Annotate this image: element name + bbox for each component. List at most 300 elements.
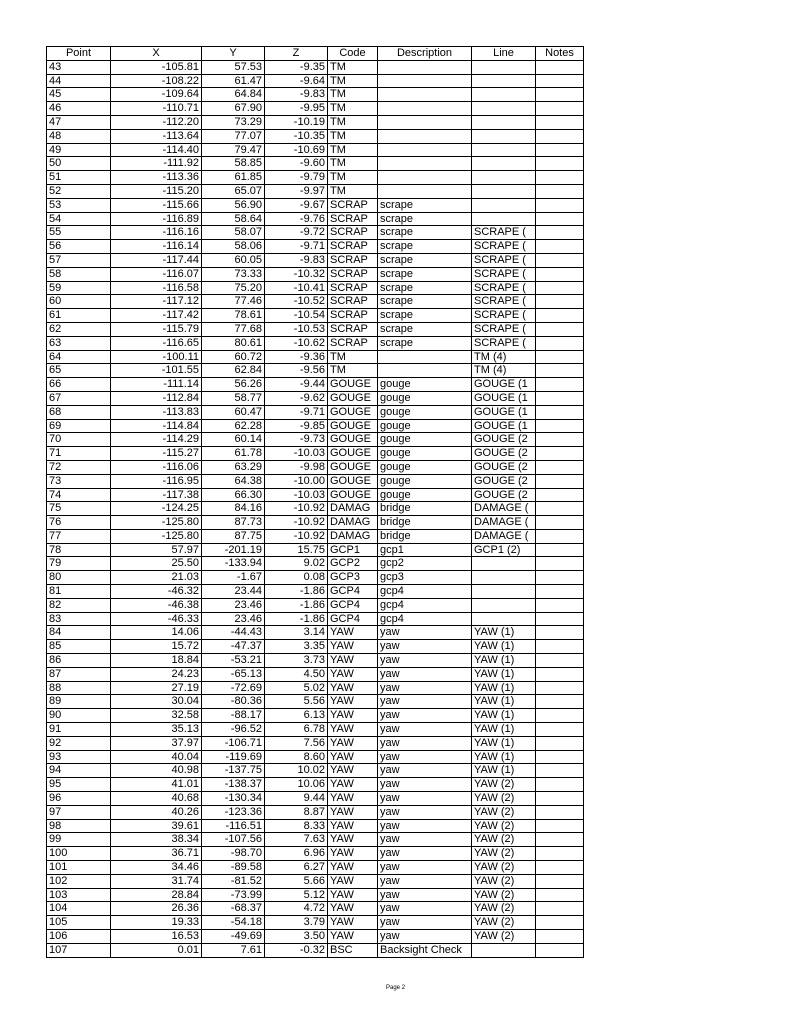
cell-description: gcp4 (378, 585, 472, 599)
cell-x: 0.01 (111, 943, 202, 957)
cell-point: 90 (47, 709, 111, 723)
cell-code: YAW (328, 861, 378, 875)
cell-line: YAW (2) (472, 805, 536, 819)
cell-point: 75 (47, 502, 111, 516)
cell-y: 64.38 (202, 474, 265, 488)
cell-notes (536, 364, 584, 378)
cell-y: 61.78 (202, 447, 265, 461)
table-row (47, 488, 584, 502)
cell-line: YAW (2) (472, 861, 536, 875)
cell-notes (536, 640, 584, 654)
cell-line (472, 129, 536, 143)
cell-z: -10.32 (265, 267, 328, 281)
cell-line: YAW (1) (472, 654, 536, 668)
cell-z: -0.32 (265, 943, 328, 957)
cell-y: -53.21 (202, 654, 265, 668)
cell-notes (536, 667, 584, 681)
cell-code: YAW (328, 681, 378, 695)
cell-z: 3.73 (265, 654, 328, 668)
cell-x: 40.04 (111, 750, 202, 764)
table-row (47, 295, 584, 309)
table-row (47, 184, 584, 198)
cell-notes (536, 819, 584, 833)
cell-z: -10.92 (265, 502, 328, 516)
cell-line: YAW (1) (472, 695, 536, 709)
table-row (47, 516, 584, 530)
cell-line (472, 171, 536, 185)
cell-x: 21.03 (111, 571, 202, 585)
cell-x: -116.16 (111, 226, 202, 240)
cell-code: SCRAP (328, 253, 378, 267)
cell-description: gouge (378, 474, 472, 488)
cell-y: 65.07 (202, 184, 265, 198)
cell-point: 78 (47, 543, 111, 557)
cell-z: -10.00 (265, 474, 328, 488)
table-row (47, 129, 584, 143)
table-row (47, 267, 584, 281)
cell-x: 35.13 (111, 723, 202, 737)
cell-y: -81.52 (202, 874, 265, 888)
cell-point: 82 (47, 598, 111, 612)
cell-code: TM (328, 102, 378, 116)
table-row (47, 336, 584, 350)
cell-line: YAW (2) (472, 833, 536, 847)
cell-description: yaw (378, 861, 472, 875)
table-row (47, 143, 584, 157)
cell-x: -116.14 (111, 240, 202, 254)
cell-y: -80.36 (202, 695, 265, 709)
cell-notes (536, 460, 584, 474)
cell-z: 15.75 (265, 543, 328, 557)
cell-notes (536, 557, 584, 571)
cell-x: 28.84 (111, 888, 202, 902)
cell-code: SCRAP (328, 198, 378, 212)
cell-code: GOUGE (328, 488, 378, 502)
cell-z: 5.02 (265, 681, 328, 695)
cell-notes (536, 198, 584, 212)
cell-z: -10.35 (265, 129, 328, 143)
cell-code: TM (328, 129, 378, 143)
cell-code: YAW (328, 654, 378, 668)
cell-point: 85 (47, 640, 111, 654)
cell-notes (536, 874, 584, 888)
table-row (47, 391, 584, 405)
cell-notes (536, 378, 584, 392)
cell-notes (536, 350, 584, 364)
cell-z: 3.79 (265, 916, 328, 930)
cell-notes (536, 888, 584, 902)
cell-y: -89.58 (202, 861, 265, 875)
cell-notes (536, 930, 584, 944)
cell-z: -9.83 (265, 88, 328, 102)
cell-y: -123.36 (202, 805, 265, 819)
table-row (47, 115, 584, 129)
cell-description (378, 88, 472, 102)
table-row (47, 281, 584, 295)
cell-code: YAW (328, 792, 378, 806)
cell-y: 61.85 (202, 171, 265, 185)
cell-line (472, 212, 536, 226)
cell-z: 5.56 (265, 695, 328, 709)
table-row (47, 585, 584, 599)
cell-y: -72.69 (202, 681, 265, 695)
cell-point: 49 (47, 143, 111, 157)
cell-notes (536, 419, 584, 433)
cell-line: GOUGE (2 (472, 460, 536, 474)
cell-y: -138.37 (202, 778, 265, 792)
cell-y: -47.37 (202, 640, 265, 654)
cell-x: -116.95 (111, 474, 202, 488)
cell-notes (536, 792, 584, 806)
table-row (47, 833, 584, 847)
table-row (47, 364, 584, 378)
cell-point: 94 (47, 764, 111, 778)
cell-notes (536, 861, 584, 875)
cell-y: -130.34 (202, 792, 265, 806)
cell-code: YAW (328, 916, 378, 930)
cell-x: -125.80 (111, 516, 202, 530)
cell-y: 58.06 (202, 240, 265, 254)
cell-description: scrape (378, 281, 472, 295)
cell-notes (536, 736, 584, 750)
cell-line: DAMAGE ( (472, 529, 536, 543)
cell-code: SCRAP (328, 281, 378, 295)
cell-x: -111.14 (111, 378, 202, 392)
cell-code: YAW (328, 778, 378, 792)
cell-point: 53 (47, 198, 111, 212)
cell-line: GOUGE (1 (472, 405, 536, 419)
cell-notes (536, 157, 584, 171)
cell-point: 93 (47, 750, 111, 764)
cell-x: 32.58 (111, 709, 202, 723)
cell-description: gouge (378, 378, 472, 392)
cell-z: -9.44 (265, 378, 328, 392)
cell-description: gcp4 (378, 612, 472, 626)
table-row (47, 157, 584, 171)
cell-z: 7.63 (265, 833, 328, 847)
table-row (47, 322, 584, 336)
cell-y: -116.51 (202, 819, 265, 833)
cell-point: 98 (47, 819, 111, 833)
cell-code: YAW (328, 640, 378, 654)
cell-y: 87.73 (202, 516, 265, 530)
cell-x: 40.68 (111, 792, 202, 806)
cell-code: YAW (328, 626, 378, 640)
cell-notes (536, 171, 584, 185)
cell-x: -113.36 (111, 171, 202, 185)
table-row (47, 709, 584, 723)
cell-description (378, 74, 472, 88)
header-notes: Notes (536, 47, 584, 61)
cell-code: TM (328, 184, 378, 198)
cell-x: -113.64 (111, 129, 202, 143)
cell-y: -201.19 (202, 543, 265, 557)
cell-line: SCRAPE ( (472, 226, 536, 240)
cell-line: SCRAPE ( (472, 322, 536, 336)
cell-line: YAW (1) (472, 764, 536, 778)
cell-y: -98.70 (202, 847, 265, 861)
cell-x: -116.58 (111, 281, 202, 295)
cell-line: DAMAGE ( (472, 516, 536, 530)
cell-point: 97 (47, 805, 111, 819)
cell-point: 68 (47, 405, 111, 419)
cell-z: -1.86 (265, 612, 328, 626)
table-row (47, 309, 584, 323)
cell-point: 55 (47, 226, 111, 240)
cell-code: DAMAG (328, 502, 378, 516)
table-row (47, 543, 584, 557)
cell-code: SCRAP (328, 295, 378, 309)
cell-point: 104 (47, 902, 111, 916)
cell-notes (536, 516, 584, 530)
cell-y: 73.33 (202, 267, 265, 281)
cell-y: 62.84 (202, 364, 265, 378)
cell-x: -117.12 (111, 295, 202, 309)
cell-z: -9.97 (265, 184, 328, 198)
table-row (47, 88, 584, 102)
table-row (47, 667, 584, 681)
cell-description: yaw (378, 695, 472, 709)
cell-notes (536, 253, 584, 267)
cell-x: 38.34 (111, 833, 202, 847)
cell-code: TM (328, 88, 378, 102)
table-row (47, 736, 584, 750)
cell-code: YAW (328, 888, 378, 902)
cell-notes (536, 764, 584, 778)
cell-point: 101 (47, 861, 111, 875)
table-row (47, 102, 584, 116)
cell-z: -10.19 (265, 115, 328, 129)
cell-x: 15.72 (111, 640, 202, 654)
header-z: Z (265, 47, 328, 61)
cell-notes (536, 474, 584, 488)
cell-line: YAW (2) (472, 874, 536, 888)
cell-line (472, 612, 536, 626)
cell-z: -10.03 (265, 447, 328, 461)
cell-description (378, 60, 472, 74)
table-row (47, 874, 584, 888)
cell-point: 57 (47, 253, 111, 267)
cell-point: 89 (47, 695, 111, 709)
cell-code: GCP4 (328, 585, 378, 599)
cell-code: GOUGE (328, 419, 378, 433)
cell-z: -9.60 (265, 157, 328, 171)
table-row (47, 474, 584, 488)
cell-notes (536, 336, 584, 350)
cell-x: 36.71 (111, 847, 202, 861)
cell-notes (536, 184, 584, 198)
cell-description (378, 143, 472, 157)
cell-line (472, 115, 536, 129)
table-row (47, 60, 584, 74)
cell-x: 16.53 (111, 930, 202, 944)
cell-point: 77 (47, 529, 111, 543)
cell-notes (536, 240, 584, 254)
cell-notes (536, 309, 584, 323)
cell-y: -44.43 (202, 626, 265, 640)
cell-point: 69 (47, 419, 111, 433)
cell-y: -65.13 (202, 667, 265, 681)
cell-line: YAW (1) (472, 750, 536, 764)
cell-code: GCP3 (328, 571, 378, 585)
cell-code: SCRAP (328, 322, 378, 336)
cell-z: -9.36 (265, 350, 328, 364)
cell-z: -9.67 (265, 198, 328, 212)
cell-description: yaw (378, 654, 472, 668)
cell-z: -1.86 (265, 598, 328, 612)
header-x: X (111, 47, 202, 61)
cell-x: -116.65 (111, 336, 202, 350)
cell-point: 81 (47, 585, 111, 599)
cell-y: -119.69 (202, 750, 265, 764)
table-row (47, 819, 584, 833)
cell-description: gouge (378, 488, 472, 502)
table-row (47, 640, 584, 654)
cell-description: gouge (378, 391, 472, 405)
cell-line (472, 88, 536, 102)
cell-y: -96.52 (202, 723, 265, 737)
cell-description: yaw (378, 805, 472, 819)
header-row (47, 47, 584, 61)
cell-code: SCRAP (328, 240, 378, 254)
cell-y: -137.75 (202, 764, 265, 778)
cell-code: YAW (328, 723, 378, 737)
cell-code: SCRAP (328, 336, 378, 350)
cell-notes (536, 943, 584, 957)
cell-point: 91 (47, 723, 111, 737)
cell-description: scrape (378, 226, 472, 240)
cell-code: YAW (328, 750, 378, 764)
cell-x: 18.84 (111, 654, 202, 668)
cell-z: 8.87 (265, 805, 328, 819)
cell-point: 65 (47, 364, 111, 378)
cell-z: 10.06 (265, 778, 328, 792)
cell-description: yaw (378, 750, 472, 764)
cell-line (472, 571, 536, 585)
cell-z: -9.85 (265, 419, 328, 433)
cell-point: 64 (47, 350, 111, 364)
cell-z: -10.62 (265, 336, 328, 350)
cell-notes (536, 502, 584, 516)
cell-code: GCP1 (328, 543, 378, 557)
cell-description (378, 171, 472, 185)
cell-code: YAW (328, 902, 378, 916)
cell-point: 66 (47, 378, 111, 392)
cell-z: 6.27 (265, 861, 328, 875)
cell-y: -73.99 (202, 888, 265, 902)
table-row (47, 226, 584, 240)
table-row (47, 888, 584, 902)
cell-description (378, 350, 472, 364)
header-code: Code (328, 47, 378, 61)
cell-x: -114.84 (111, 419, 202, 433)
cell-notes (536, 833, 584, 847)
cell-description: yaw (378, 847, 472, 861)
cell-y: 84.16 (202, 502, 265, 516)
table-row (47, 847, 584, 861)
cell-y: 58.85 (202, 157, 265, 171)
cell-notes (536, 902, 584, 916)
cell-line: SCRAPE ( (472, 336, 536, 350)
cell-z: -10.69 (265, 143, 328, 157)
cell-description: yaw (378, 819, 472, 833)
cell-line: GOUGE (2 (472, 433, 536, 447)
table-row (47, 419, 584, 433)
cell-line: YAW (2) (472, 888, 536, 902)
table-row (47, 502, 584, 516)
cell-line: SCRAPE ( (472, 281, 536, 295)
cell-line: GOUGE (1 (472, 391, 536, 405)
cell-point: 71 (47, 447, 111, 461)
table-row (47, 460, 584, 474)
cell-point: 45 (47, 88, 111, 102)
cell-line (472, 143, 536, 157)
cell-x: -108.22 (111, 74, 202, 88)
cell-notes (536, 212, 584, 226)
cell-notes (536, 226, 584, 240)
cell-line: SCRAPE ( (472, 267, 536, 281)
cell-description: scrape (378, 309, 472, 323)
cell-description: bridge (378, 516, 472, 530)
cell-line: YAW (2) (472, 819, 536, 833)
cell-x: -112.84 (111, 391, 202, 405)
cell-description: yaw (378, 930, 472, 944)
cell-description: gcp3 (378, 571, 472, 585)
cell-code: GOUGE (328, 405, 378, 419)
cell-z: 7.56 (265, 736, 328, 750)
cell-z: 5.66 (265, 874, 328, 888)
table-row (47, 916, 584, 930)
cell-z: -10.92 (265, 529, 328, 543)
cell-x: -117.42 (111, 309, 202, 323)
cell-x: 40.26 (111, 805, 202, 819)
cell-z: -10.52 (265, 295, 328, 309)
cell-notes (536, 129, 584, 143)
cell-description: yaw (378, 626, 472, 640)
cell-x: 14.06 (111, 626, 202, 640)
cell-z: 6.13 (265, 709, 328, 723)
cell-description: scrape (378, 295, 472, 309)
cell-code: BSC (328, 943, 378, 957)
cell-y: 23.46 (202, 612, 265, 626)
cell-point: 59 (47, 281, 111, 295)
table-row (47, 212, 584, 226)
cell-line: YAW (2) (472, 916, 536, 930)
table-row (47, 253, 584, 267)
cell-point: 92 (47, 736, 111, 750)
cell-x: 39.61 (111, 819, 202, 833)
cell-description: gcp4 (378, 598, 472, 612)
cell-line: YAW (1) (472, 640, 536, 654)
cell-line: TM (4) (472, 350, 536, 364)
cell-y: -49.69 (202, 930, 265, 944)
cell-z: -10.54 (265, 309, 328, 323)
cell-code: YAW (328, 805, 378, 819)
cell-description: gcp1 (378, 543, 472, 557)
cell-y: 56.26 (202, 378, 265, 392)
cell-line (472, 585, 536, 599)
cell-notes (536, 88, 584, 102)
cell-x: -116.07 (111, 267, 202, 281)
cell-z: 3.35 (265, 640, 328, 654)
table-row (47, 695, 584, 709)
cell-notes (536, 847, 584, 861)
cell-code: SCRAP (328, 226, 378, 240)
cell-point: 62 (47, 322, 111, 336)
cell-y: 79.47 (202, 143, 265, 157)
cell-notes (536, 102, 584, 116)
cell-y: 67.90 (202, 102, 265, 116)
